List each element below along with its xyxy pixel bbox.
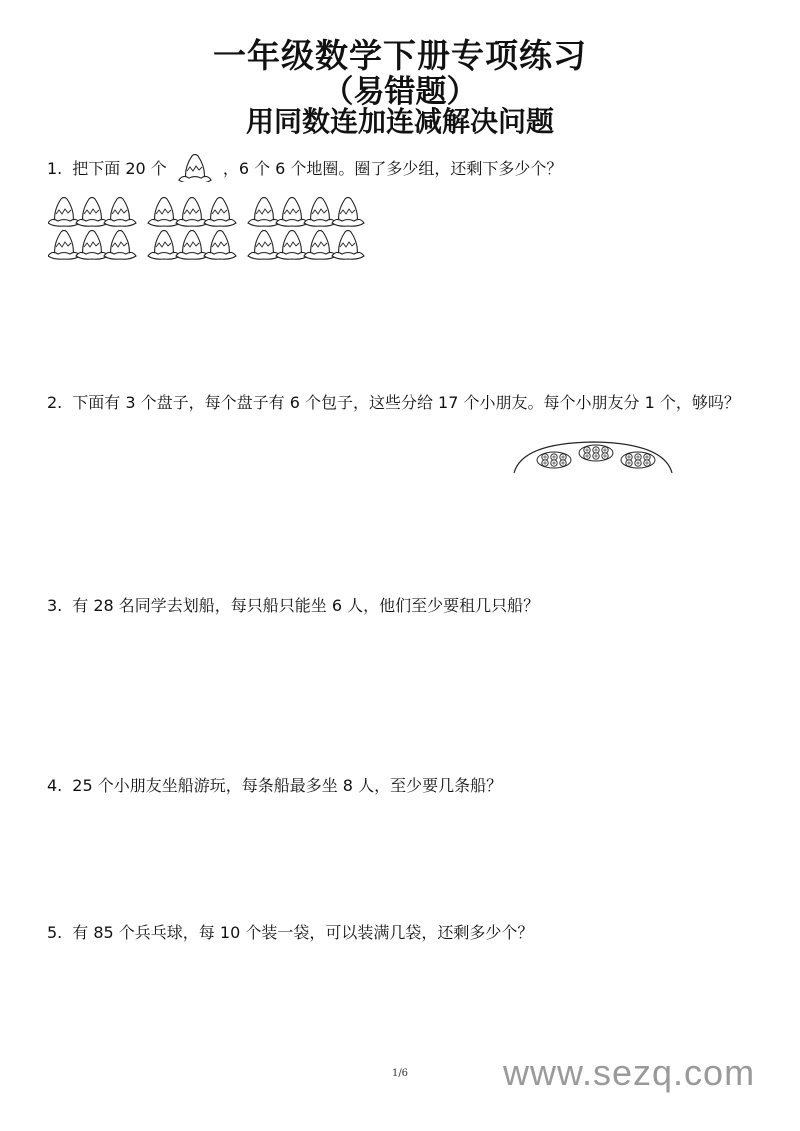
bun-icon — [584, 447, 590, 453]
question-3 — [47, 592, 755, 620]
watermark: www.sezq.com — [503, 1052, 756, 1093]
topic-heading: 用同数连加连减解决问题 — [245, 105, 554, 138]
egg-in-nest-icon — [204, 198, 236, 227]
bun-icon — [626, 454, 632, 460]
bun-icon — [560, 454, 566, 460]
egg-in-nest-icon — [176, 231, 208, 260]
bun-icon — [593, 447, 599, 453]
egg-in-nest-icon — [104, 231, 136, 260]
bun-icon — [602, 453, 608, 459]
bun-icon — [635, 454, 641, 460]
egg-in-nest-icon — [104, 198, 136, 227]
egg-in-nest-icon — [304, 198, 336, 227]
bun-icon — [593, 453, 599, 459]
egg-in-nest-icon — [48, 198, 80, 227]
question-text: 25 个小朋友坐船游玩，每条船最多坐 8 人，至少要几条船？ — [72, 776, 503, 795]
bun-icon — [542, 454, 548, 460]
question-number: 1. — [47, 159, 63, 178]
egg-in-nest-icon — [148, 231, 180, 260]
question-text: ，6 个 6 个地圈。圈了多少组，还剩下多少个？ — [222, 159, 563, 178]
question-number: 4. — [47, 776, 63, 795]
question-5 — [47, 919, 755, 947]
question-1 — [47, 154, 755, 183]
egg-in-nest-icon — [248, 198, 280, 227]
question-4 — [47, 772, 755, 800]
egg-in-nest-icon — [276, 231, 308, 260]
bun-icon — [584, 453, 590, 459]
bun-icon — [635, 460, 641, 466]
egg-in-nest-icon — [204, 231, 236, 260]
egg-in-nest-icon — [276, 198, 308, 227]
bun-icon — [551, 454, 557, 460]
question-text: 把下面 20 个 — [72, 159, 167, 178]
question-number: 3. — [47, 596, 63, 615]
egg-grid — [48, 194, 458, 262]
bun-icon — [644, 460, 650, 466]
bun-icon — [644, 454, 650, 460]
egg-in-nest-icon — [332, 198, 364, 227]
egg-in-nest-icon — [76, 198, 108, 227]
egg-in-nest-icon — [248, 231, 280, 260]
question-number: 5. — [47, 923, 63, 942]
question-number: 2. — [47, 393, 63, 412]
bun-icon — [626, 460, 632, 466]
question-text: 有 28 名同学去划船，每只船只能坐 6 人，他们至少要租几只船？ — [72, 596, 540, 615]
page-title: 一年级数学下册专项练习 — [213, 36, 587, 75]
page-subtitle: （易错题） — [322, 74, 478, 110]
bun-icon — [560, 460, 566, 466]
egg-in-nest-icon — [48, 231, 80, 260]
question-text: 下面有 3 个盘子，每个盘子有 6 个包子，这些分给 17 个小朋友。每个小朋友分 1 个，够吗？ — [72, 393, 740, 412]
egg-in-nest-icon — [148, 198, 180, 227]
page-number: 1/6 — [391, 1068, 409, 1079]
bun-icon — [551, 460, 557, 466]
egg-in-nest-icon — [169, 154, 221, 182]
egg-in-nest-icon — [176, 198, 208, 227]
bun-icon — [602, 447, 608, 453]
egg-in-nest-icon — [304, 231, 336, 260]
plates-of-buns-icon — [512, 440, 674, 474]
question-text: 有 85 个兵乓球，每 10 个装一袋，可以装满几袋，还剩多少个？ — [72, 923, 534, 942]
egg-in-nest-icon — [332, 231, 364, 260]
question-2 — [47, 389, 755, 417]
bun-icon — [542, 460, 548, 466]
egg-in-nest-icon — [76, 231, 108, 260]
